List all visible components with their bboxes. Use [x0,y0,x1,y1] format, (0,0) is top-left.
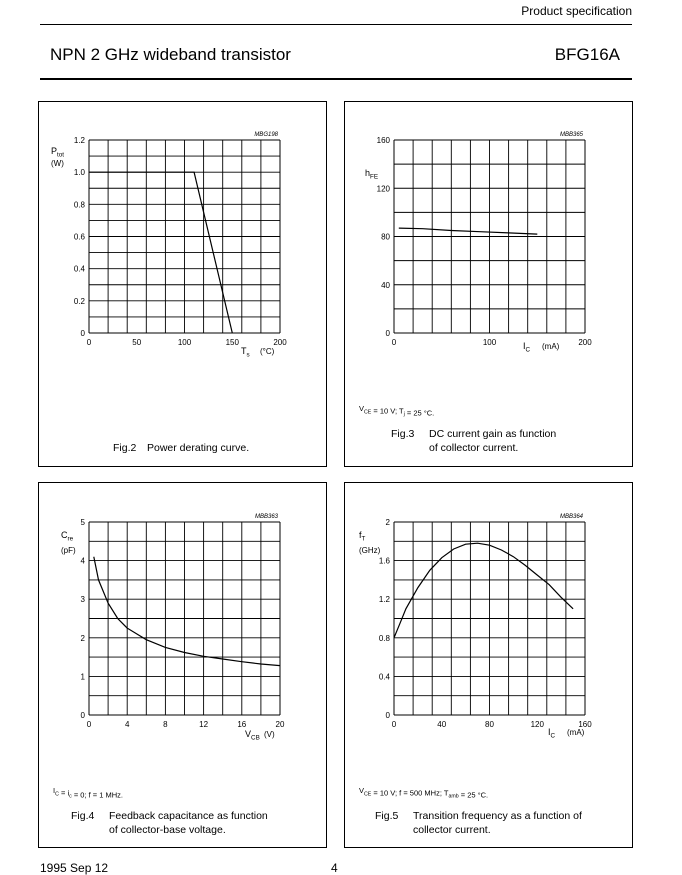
x-tick-label: 40 [437,720,447,729]
measurement-condition: $V_{CE} = 10$ V; $T_j = 25$ °C. [359,404,435,418]
x-tick-label: 20 [275,720,285,729]
x-tick-label: 0 [86,720,92,729]
y-axis-unit: (GHz) [359,546,381,555]
caption-text: collector current. [413,824,491,836]
fig5-svg [345,483,634,849]
series-line [399,228,538,234]
y-tick-label: 160 [376,136,390,145]
figure-panel-fig4 [38,482,327,848]
x-axis-unit: (mA) [542,342,560,351]
x-axis-unit: (°C) [260,347,275,356]
fig3-plot [359,132,592,454]
page-number: 4 [331,861,338,875]
x-tick-label: 150 [225,338,239,347]
y-tick-label: 1 [80,672,85,682]
y-axis-label: $P_{tot}$ [51,146,65,159]
y-tick-label: 120 [376,184,390,194]
x-tick-label: 8 [163,720,168,729]
fig5-plot [359,514,592,836]
caption-text: Transition frequency as a function of [413,810,582,822]
y-tick-label: 5 [80,518,85,527]
y-tick-label: 2 [385,518,390,527]
y-axis-unit: (W) [51,159,64,168]
y-tick-label: 0 [385,329,390,338]
x-tick-label: 16 [237,720,247,729]
figure-code: MBB364 [559,514,583,520]
y-tick-label: 0 [80,329,85,338]
y-tick-label: 1.6 [378,556,390,566]
header-spec-label: Product specification [521,4,632,18]
caption-text: of collector current. [429,442,519,454]
caption-text: Feedback capacitance as function [109,810,268,822]
x-tick-label: 160 [578,720,592,729]
fig4-plot [53,514,285,836]
figure-panel-fig2 [38,101,327,467]
series-line [94,557,280,666]
y-tick-label: 80 [381,232,390,242]
figure-code: MBG198 [254,132,278,138]
x-axis-unit: (V) [264,730,275,739]
y-tick-label: 1.2 [73,136,85,145]
measurement-condition: $V_{CE} = 10$ V; f = 500 MHz; $T_{amb} = 25$ °C. [359,786,489,800]
figure-code: MBB363 [254,514,278,520]
x-tick-label: 100 [482,338,497,347]
y-axis-label: $f_T$ [359,530,366,543]
y-axis-unit: (pF) [61,546,76,555]
caption-text: DC current gain as function [429,428,557,440]
header-rule-bottom [40,78,632,80]
y-tick-label: 3 [80,595,85,605]
fig2-plot [51,132,287,454]
x-tick-label: 0 [391,720,397,729]
y-tick-label: 2 [80,633,85,643]
y-tick-label: 0 [385,711,390,720]
figure-panel-fig3 [344,101,633,467]
part-number: BFG16A [554,45,620,64]
caption-number: Fig.2 [113,442,137,454]
x-tick-label: 0 [391,338,397,347]
figure-code: MBB365 [559,132,583,138]
y-tick-label: 1.2 [378,595,390,605]
x-axis-label: $I_C$ [523,341,531,354]
x-tick-label: 50 [132,338,142,347]
caption-number: Fig.3 [391,428,415,440]
x-axis-label: $T_s$ [241,346,250,359]
x-tick-label: 12 [199,720,209,729]
caption-number: Fig.5 [375,810,399,822]
y-tick-label: 0.8 [73,200,85,210]
x-tick-label: 100 [177,338,192,347]
y-tick-label: 0.2 [73,296,85,306]
y-tick-label: 1.0 [73,168,85,178]
x-tick-label: 0 [86,338,92,347]
document-title: NPN 2 GHz wideband transistor [50,45,291,64]
x-tick-label: 80 [485,720,494,729]
fig3-svg [345,102,634,468]
y-tick-label: 0.6 [73,232,85,242]
header-rule-top [40,24,632,25]
y-tick-label: 40 [381,280,390,290]
y-axis-label: $C_{re}$ [61,530,74,543]
x-tick-label: 4 [124,720,130,729]
fig4-svg [39,483,328,849]
figure-panel-fig5 [344,482,633,848]
caption-number: Fig.4 [71,810,95,822]
y-axis-label: $h_{FE}$ [365,168,379,181]
x-axis-unit: (mA) [567,728,585,737]
caption-text: Power derating curve. [147,442,250,454]
x-axis-label: $I_C$ [548,727,556,740]
measurement-condition: $I_C = i_c = 0$; f = 1 MHz. [53,786,124,800]
caption-text: of collector-base voltage. [109,824,226,836]
x-tick-label: 120 [530,720,544,729]
y-tick-label: 0.8 [378,633,390,643]
y-tick-label: 0.4 [378,672,390,682]
y-tick-label: 0 [80,711,85,720]
y-tick-label: 4 [80,556,85,566]
y-tick-label: 0.4 [73,264,85,274]
x-axis-label: $V_{CB}$ [245,729,260,742]
footer-date: 1995 Sep 12 [40,861,109,875]
x-tick-label: 200 [273,338,287,347]
series-line [394,543,573,638]
fig2-svg [39,102,328,468]
x-tick-label: 200 [578,338,592,347]
